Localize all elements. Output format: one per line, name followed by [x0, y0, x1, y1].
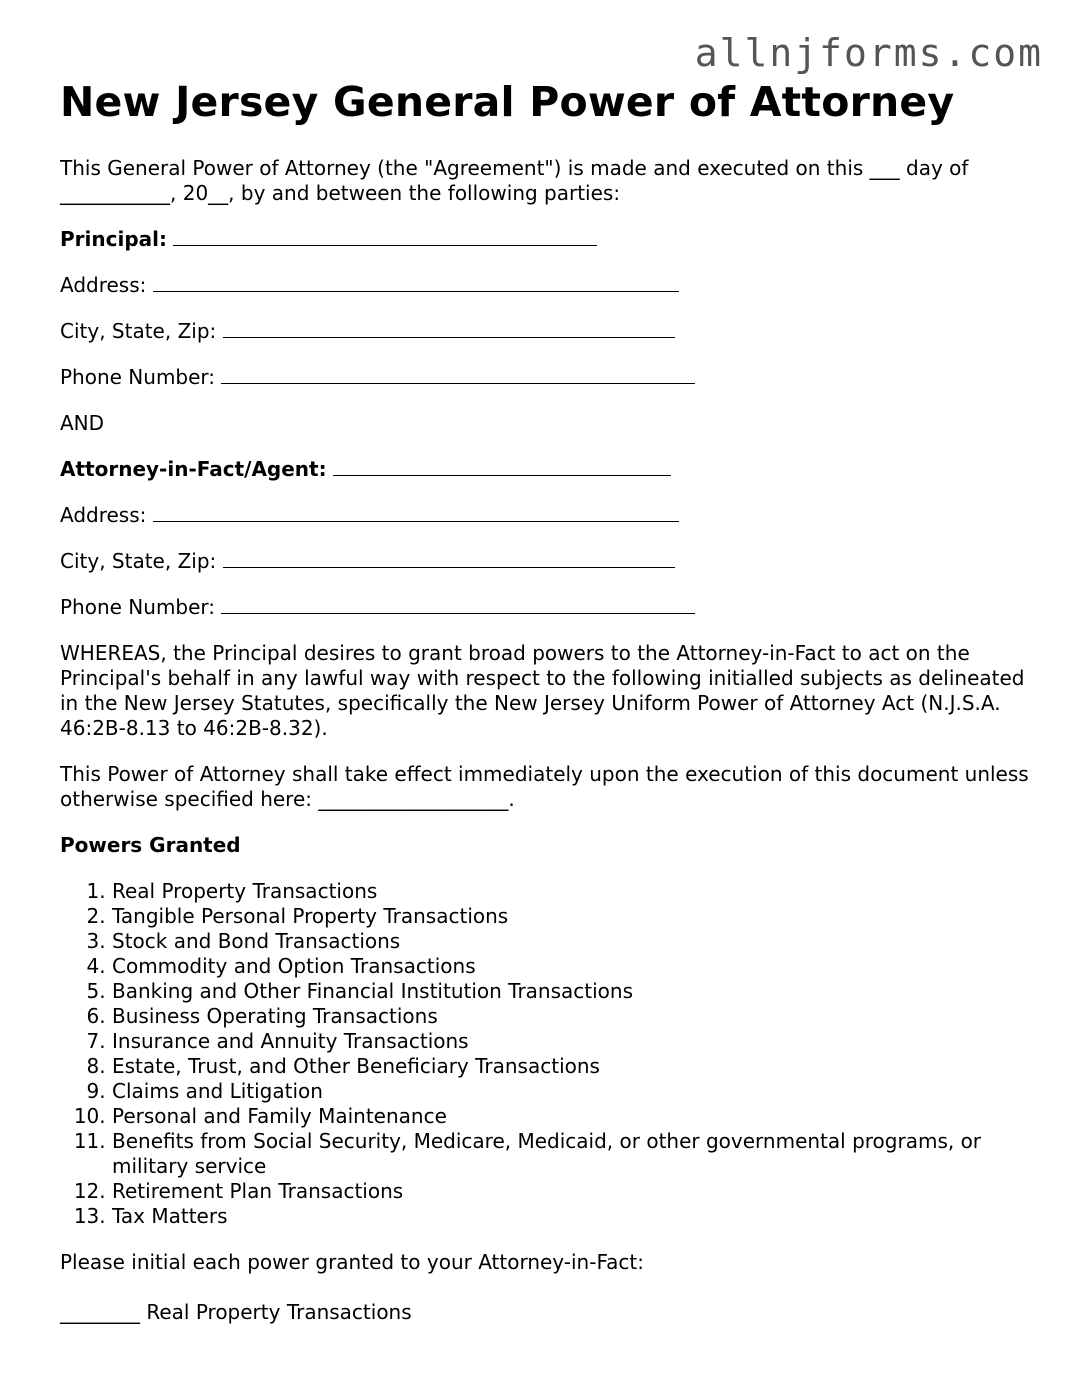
list-item: 9. Claims and Litigation: [112, 1079, 1030, 1104]
list-item: 4. Commodity and Option Transactions: [112, 954, 1030, 979]
powers-list: [60, 879, 1030, 1229]
initial-line-real-property[interactable]: ________ Real Property Transactions: [60, 1300, 412, 1324]
effect-paragraph: This Power of Attorney shall take effect immediately upon the execution of this document unless otherwise specified here: ___________________.: [60, 762, 1029, 811]
agent-city-label: City, State, Zip:: [60, 549, 217, 573]
agent-address-blank[interactable]: [153, 503, 679, 522]
list-item: 6. Business Operating Transactions: [112, 1004, 1030, 1029]
principal-name-field: [60, 227, 1030, 252]
document-page: [60, 78, 1030, 1325]
agent-address-field: [60, 503, 1030, 528]
and-separator: AND: [60, 411, 105, 435]
principal-phone-field: [60, 365, 1030, 390]
principal-address-field: [60, 273, 1030, 298]
site-watermark: allnjforms.com: [694, 31, 1043, 75]
list-item: 12. Retirement Plan Transactions: [112, 1179, 1030, 1204]
agent-city-blank[interactable]: [223, 549, 675, 568]
agent-phone-blank[interactable]: [221, 595, 695, 614]
list-item: 3. Stock and Bond Transactions: [112, 929, 1030, 954]
list-item: 1. Real Property Transactions: [112, 879, 1030, 904]
agent-label: Attorney-in-Fact/Agent:: [60, 457, 327, 481]
list-item: 10. Personal and Family Maintenance: [112, 1104, 1030, 1129]
principal-address-label: Address:: [60, 273, 147, 297]
principal-city-blank[interactable]: [223, 319, 675, 338]
whereas-paragraph: WHEREAS, the Principal desires to grant broad powers to the Attorney-in-Fact to act on the Principal's behalf in any lawful way with respect to the following initialled subjects as delineated in the New Jersey Statutes, specifically the New Jersey Uniform Power of Attorney Act (N.J.S.A. 46:2B-8.13 to 46:2B-8.32).: [60, 641, 1025, 740]
intro-paragraph: This General Power of Attorney (the "Agreement") is made and executed on this ___ day of ___________, 20__, by and between the following parties:: [60, 156, 969, 205]
principal-city-label: City, State, Zip:: [60, 319, 217, 343]
list-item: 13. Tax Matters: [112, 1204, 1030, 1229]
list-item: 8. Estate, Trust, and Other Beneficiary Transactions: [112, 1054, 1030, 1079]
list-item: 7. Insurance and Annuity Transactions: [112, 1029, 1030, 1054]
agent-address-label: Address:: [60, 503, 147, 527]
principal-phone-blank[interactable]: [221, 365, 695, 384]
principal-city-field: [60, 319, 1030, 344]
principal-label: Principal:: [60, 227, 167, 251]
agent-phone-label: Phone Number:: [60, 595, 216, 619]
document-title: New Jersey General Power of Attorney: [60, 78, 955, 126]
principal-phone-label: Phone Number:: [60, 365, 216, 389]
principal-address-blank[interactable]: [153, 273, 679, 292]
powers-heading: Powers Granted: [60, 833, 241, 857]
agent-name-blank[interactable]: [333, 457, 671, 476]
list-item: 11. Benefits from Social Security, Medicare, Medicaid, or other governmental programs, or military service: [112, 1129, 1030, 1179]
list-item: 5. Banking and Other Financial Institution Transactions: [112, 979, 1030, 1004]
list-item: 2. Tangible Personal Property Transactions: [112, 904, 1030, 929]
initial-instruction: Please initial each power granted to your Attorney-in-Fact:: [60, 1250, 644, 1274]
agent-name-field: [60, 457, 1030, 482]
agent-phone-field: [60, 595, 1030, 620]
principal-name-blank[interactable]: [173, 227, 597, 246]
agent-city-field: [60, 549, 1030, 574]
